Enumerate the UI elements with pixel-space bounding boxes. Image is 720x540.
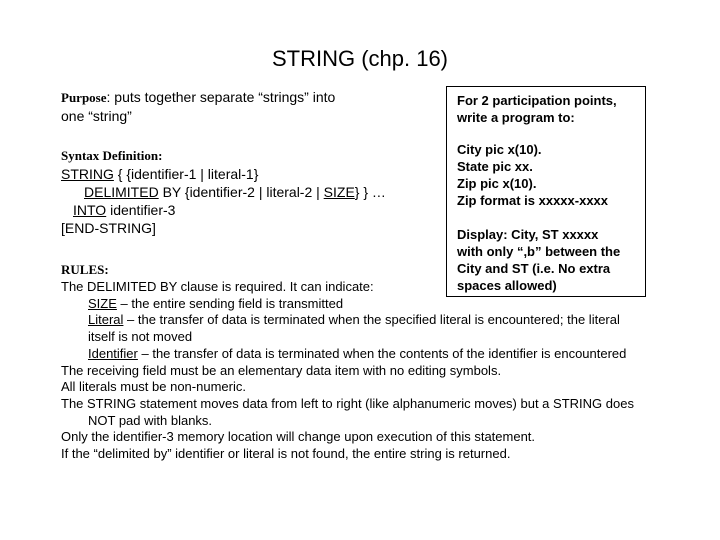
- literal-term: Literal: [88, 312, 124, 328]
- box-display-4: spaces allowed): [457, 278, 557, 293]
- syntax-line-2: [61, 183, 441, 201]
- rule-1: The receiving field must be an elementary data item with no editing symbols.: [61, 362, 502, 378]
- syntax-line-3: [61, 201, 441, 219]
- box-var-1: City pic x(10).: [457, 142, 542, 157]
- syntax-line-2-mid: BY {identifier-2 | literal-2 |: [158, 184, 324, 200]
- syntax-section: [61, 147, 441, 237]
- rules-label: RULES:: [61, 262, 109, 277]
- box-display-2: with only “,b” between the: [457, 244, 621, 259]
- size-term: SIZE: [88, 295, 117, 311]
- box-intro-2: write a program to:: [457, 110, 575, 125]
- string-keyword: STRING: [61, 166, 114, 182]
- rules-delimited-intro: The DELIMITED BY clause is required. It can indicate:: [61, 279, 374, 294]
- rule-3: The STRING statement moves data from left to right (like alphanumeric moves) but a STRING does: [61, 395, 634, 411]
- rules-identifier-item: [61, 346, 691, 363]
- delimited-keyword: DELIMITED: [84, 184, 159, 200]
- rules-section: [61, 279, 691, 463]
- size-keyword: SIZE: [323, 184, 355, 200]
- box-var-3: Zip pic x(10).: [457, 176, 537, 191]
- syntax-line-4: [END-STRING]: [61, 220, 156, 236]
- purpose-text-2: one “string”: [61, 108, 132, 124]
- syntax-line-2-end: } } …: [354, 184, 386, 200]
- rules-literal-item-cont: itself is not moved: [88, 329, 193, 345]
- box-display-3: City and ST (i.e. No extra: [457, 261, 611, 276]
- identifier-desc: – the transfer of data is terminated when the contents of the identifier is encountered: [137, 345, 627, 361]
- syntax-line-1-rest: { {identifier-1 | literal-1}: [113, 166, 259, 182]
- box-var-4: Zip format is xxxxx-xxxx: [457, 193, 609, 208]
- rules-size-item: [61, 296, 691, 313]
- identifier-term: Identifier: [88, 345, 138, 361]
- purpose-label: Purpose: [61, 90, 107, 105]
- exercise-box: [446, 86, 646, 297]
- size-desc: – the entire sending field is transmitted: [116, 295, 344, 311]
- rule-2: All literals must be non-numeric.: [61, 379, 246, 395]
- rule-4: Only the identifier-3 memory location will change upon execution of this statement.: [61, 429, 536, 445]
- literal-desc: – the transfer of data is terminated when the specified literal is encountered; the literal: [123, 312, 620, 328]
- rule-3-cont: NOT pad with blanks.: [88, 412, 213, 428]
- box-intro-1: For 2 participation points,: [457, 93, 617, 108]
- box-var-2: State pic xx.: [457, 159, 533, 174]
- rule-5: If the “delimited by” identifier or literal is not found, the entire string is returned.: [61, 446, 511, 462]
- purpose-section: [61, 88, 441, 125]
- syntax-line-3-rest: identifier-3: [106, 202, 176, 218]
- box-display-1: Display: City, ST xxxxx: [457, 227, 599, 242]
- syntax-line-1: [61, 165, 441, 183]
- rules-literal-item: [61, 312, 691, 329]
- syntax-label: Syntax Definition:: [61, 148, 163, 163]
- purpose-text: : puts together separate “strings” into: [106, 89, 336, 105]
- into-keyword: INTO: [73, 202, 107, 218]
- page-title: STRING (chp. 16): [271, 46, 449, 71]
